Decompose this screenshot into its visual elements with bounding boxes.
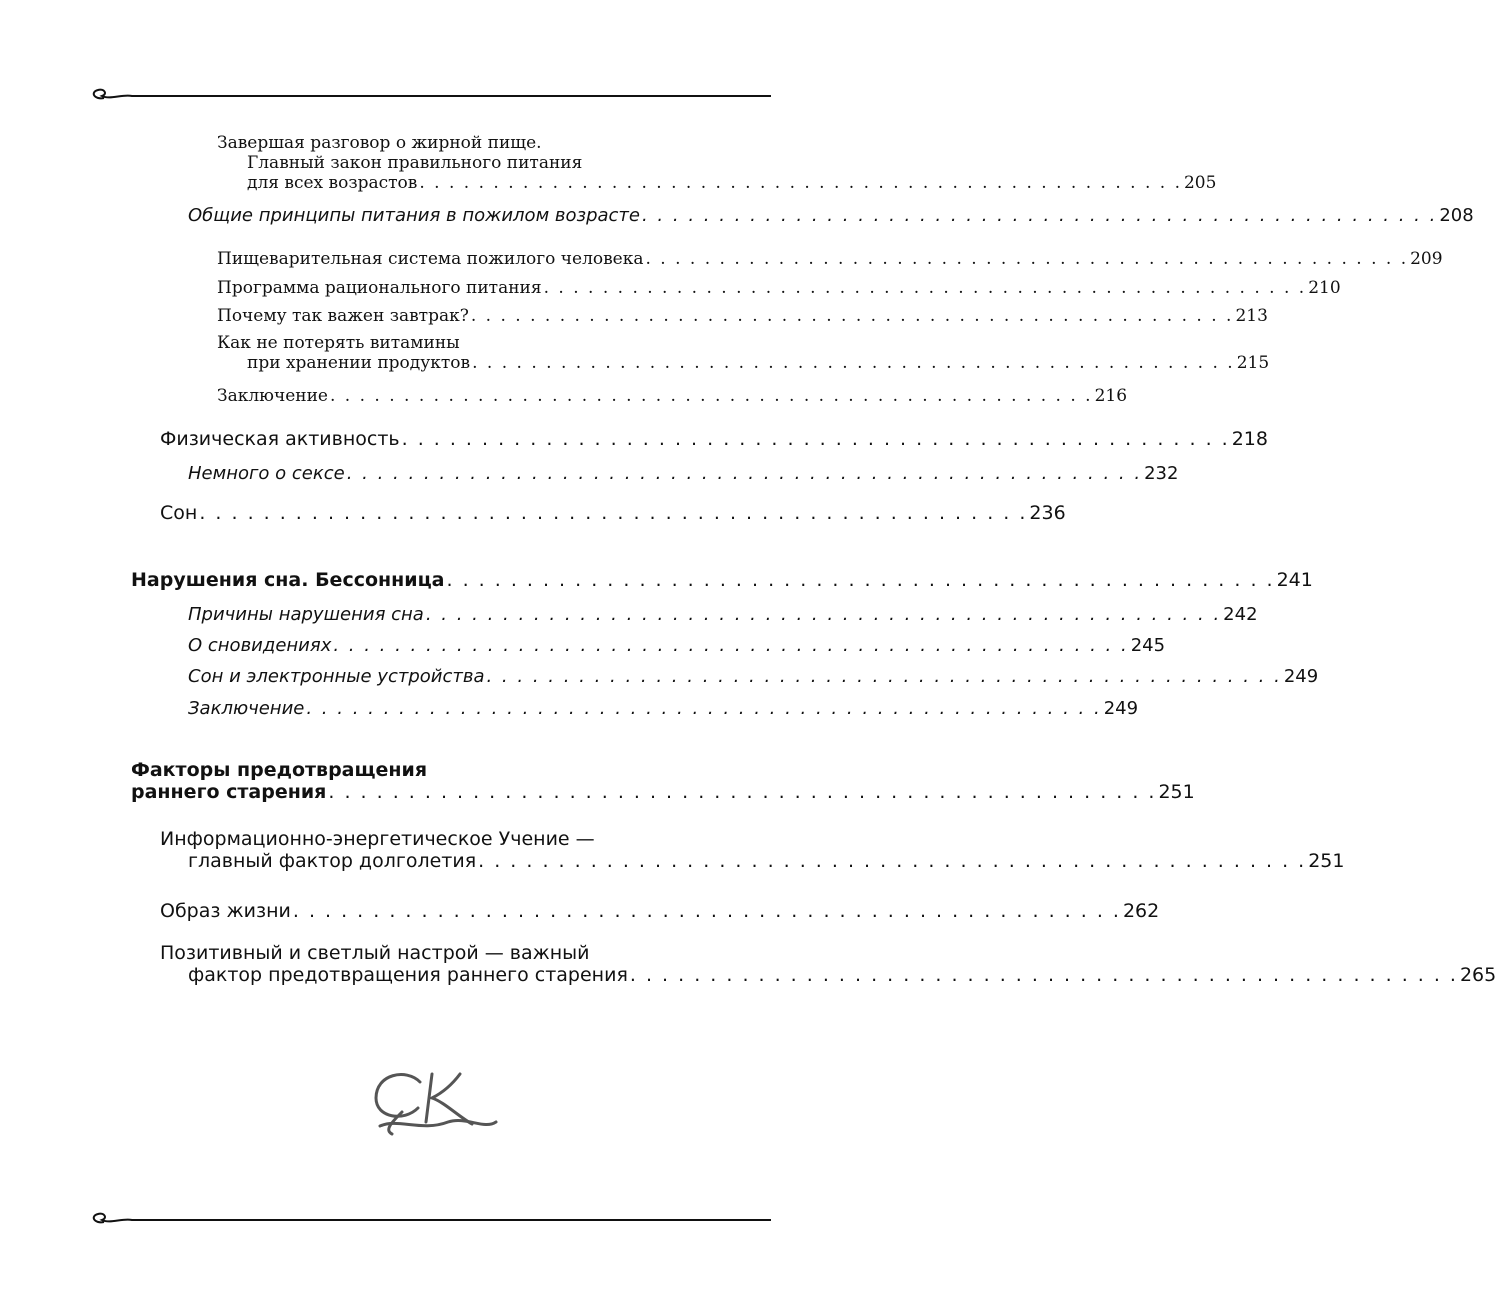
leader-dots: . . . . . . . . . . . . . . . . . . . . . . . . . . . . . . . . . . . . . . . . . . . . . . . . . . . . <box>346 463 1143 484</box>
toc-entry-title-line1: Завершая разговор о жирной пище. <box>217 133 542 153</box>
page-number: 216 <box>1094 386 1128 406</box>
toc-entry[interactable] <box>160 828 1345 872</box>
toc-entry-title: Физическая активность <box>160 428 400 450</box>
page-number: 245 <box>1130 635 1166 656</box>
toc-entry-title: Заключение <box>217 386 328 406</box>
leader-dots: . . . . . . . . . . . . . . . . . . . . . . . . . . . . . . . . . . . . . . . . . . . . . . . . . . . . <box>446 569 1275 591</box>
page-number: 205 <box>1183 173 1217 193</box>
toc-entry-title-line2: фактор предотвращения раннего старения <box>188 964 628 986</box>
toc-entry-title: Образ жизни <box>160 900 291 922</box>
leader-dots: . . . . . . . . . . . . . . . . . . . . . . . . . . . . . . . . . . . . . . . . . . . . . . . . . . . . <box>292 900 1121 922</box>
page-number: 251 <box>1308 850 1345 872</box>
toc-entry[interactable] <box>217 333 1270 373</box>
leader-dots: . . . . . . . . . . . . . . . . . . . . . . . . . . . . . . . . . . . . . . . . . . . . . . . . . . . . <box>425 604 1222 625</box>
leader-dots: . . . . . . . . . . . . . . . . . . . . . . . . . . . . . . . . . . . . . . . . . . . . . . . . . . . . <box>306 698 1102 719</box>
page-number: 236 <box>1029 502 1066 524</box>
toc-entry[interactable] <box>160 428 1268 450</box>
leader-dots: . . . . . . . . . . . . . . . . . . . . . . . . . . . . . . . . . . . . . . . . . . . . . . . . . . . . <box>478 850 1307 872</box>
page-number: 208 <box>1439 205 1474 226</box>
toc-chapter[interactable] <box>131 759 1195 803</box>
page-number: 265 <box>1459 964 1496 986</box>
toc-entry-title: Причины нарушения сна <box>188 604 424 625</box>
toc-entry-title: Общие принципы питания в пожилом возрасте <box>188 205 640 226</box>
toc-entry[interactable] <box>188 635 1166 656</box>
toc-entry[interactable] <box>188 604 1258 625</box>
page-number: 249 <box>1103 698 1139 719</box>
toc-entry-title-line1: Информационно-энергетическое Учение — <box>160 828 595 850</box>
leader-dots: . . . . . . . . . . . . . . . . . . . . . . . . . . . . . . . . . . . . . . . . . . . . . . . . . . . . <box>472 353 1235 373</box>
toc-entry[interactable] <box>188 205 1474 226</box>
page-number: 251 <box>1158 781 1195 803</box>
page-number: 249 <box>1283 666 1319 687</box>
page-number: 262 <box>1122 900 1160 922</box>
toc-entry-title: Программа рационального питания <box>217 278 542 298</box>
page-number: 210 <box>1308 278 1341 298</box>
toc-entry[interactable] <box>160 942 1496 986</box>
toc-chapter-title-line2: раннего старения <box>131 781 327 803</box>
leader-dots: . . . . . . . . . . . . . . . . . . . . . . . . . . . . . . . . . . . . . . . . . . . . . . . . . . . . <box>328 781 1157 803</box>
toc-entry[interactable] <box>217 249 1443 269</box>
leader-dots: . . . . . . . . . . . . . . . . . . . . . . . . . . . . . . . . . . . . . . . . . . . . . . . . . . . . <box>486 666 1282 687</box>
toc-chapter-title: Нарушения сна. Бессонница <box>131 569 445 591</box>
page-number: 218 <box>1231 428 1268 450</box>
leader-dots: . . . . . . . . . . . . . . . . . . . . . . . . . . . . . . . . . . . . . . . . . . . . . . . . . . . . <box>333 635 1129 656</box>
toc-entry-title: Заключение <box>188 698 305 719</box>
leader-dots: . . . . . . . . . . . . . . . . . . . . . . . . . . . . . . . . . . . . . . . . . . . . . . . . . . . . <box>199 502 1028 524</box>
toc-chapter[interactable] <box>131 569 1313 591</box>
page-number: 209 <box>1410 249 1443 269</box>
page-number: 232 <box>1144 463 1179 484</box>
page-number: 215 <box>1236 353 1270 373</box>
leader-dots: . . . . . . . . . . . . . . . . . . . . . . . . . . . . . . . . . . . . . . . . . . . . . . . . . . . . <box>543 278 1307 298</box>
toc-entry-title-line2: при хранении продуктов <box>247 353 471 373</box>
toc-entry-title-line2: главный фактор долголетия <box>188 850 477 872</box>
ck-monogram-icon <box>362 1060 502 1140</box>
toc-entry-title: Немного о сексе <box>188 463 345 484</box>
toc-entry-title-line1: Позитивный и светлый настрой — важный <box>160 942 590 964</box>
bottom-ornament-rule-icon <box>88 1208 771 1230</box>
toc-entry[interactable] <box>188 698 1139 719</box>
toc-entry-title-line3: для всех возрастов <box>247 173 418 193</box>
toc-entry-title: Почему так важен завтрак? <box>217 306 469 326</box>
toc-entry[interactable] <box>217 133 1217 193</box>
leader-dots: . . . . . . . . . . . . . . . . . . . . . . . . . . . . . . . . . . . . . . . . . . . . . . . . . . . . <box>645 249 1409 269</box>
leader-dots: . . . . . . . . . . . . . . . . . . . . . . . . . . . . . . . . . . . . . . . . . . . . . . . . . . . . <box>629 964 1458 986</box>
toc-entry-title: Сон и электронные устройства <box>188 666 485 687</box>
leader-dots: . . . . . . . . . . . . . . . . . . . . . . . . . . . . . . . . . . . . . . . . . . . . . . . . . . . . <box>641 205 1438 226</box>
leader-dots: . . . . . . . . . . . . . . . . . . . . . . . . . . . . . . . . . . . . . . . . . . . . . . . . . . . . <box>401 428 1230 450</box>
toc-entry[interactable] <box>217 278 1341 298</box>
leader-dots: . . . . . . . . . . . . . . . . . . . . . . . . . . . . . . . . . . . . . . . . . . . . . . . . . . . . <box>419 173 1182 193</box>
toc-entry[interactable] <box>188 666 1319 687</box>
toc-entry-title-line1: Как не потерять витамины <box>217 333 460 353</box>
leader-dots: . . . . . . . . . . . . . . . . . . . . . . . . . . . . . . . . . . . . . . . . . . . . . . . . . . . . <box>470 306 1234 326</box>
toc-entry[interactable] <box>217 386 1128 406</box>
leader-dots: . . . . . . . . . . . . . . . . . . . . . . . . . . . . . . . . . . . . . . . . . . . . . . . . . . . . <box>329 386 1093 406</box>
toc-entry-title: Пищеварительная система пожилого человека <box>217 249 644 269</box>
svg-text:CK: CK <box>432 1100 434 1101</box>
page-number: 241 <box>1276 569 1313 591</box>
toc-entry[interactable] <box>188 463 1179 484</box>
page-number: 213 <box>1235 306 1268 326</box>
page-number: 242 <box>1223 604 1258 625</box>
toc-entry-title-line2: Главный закон правильного питания <box>247 153 583 173</box>
toc-chapter-title-line1: Факторы предотвращения <box>131 759 428 781</box>
toc-entry-title: Сон <box>160 502 198 524</box>
toc-entry[interactable] <box>217 306 1268 326</box>
toc-entry[interactable] <box>160 502 1066 524</box>
toc-entry-title: О сновидениях <box>188 635 332 656</box>
toc-entry[interactable] <box>160 900 1160 922</box>
